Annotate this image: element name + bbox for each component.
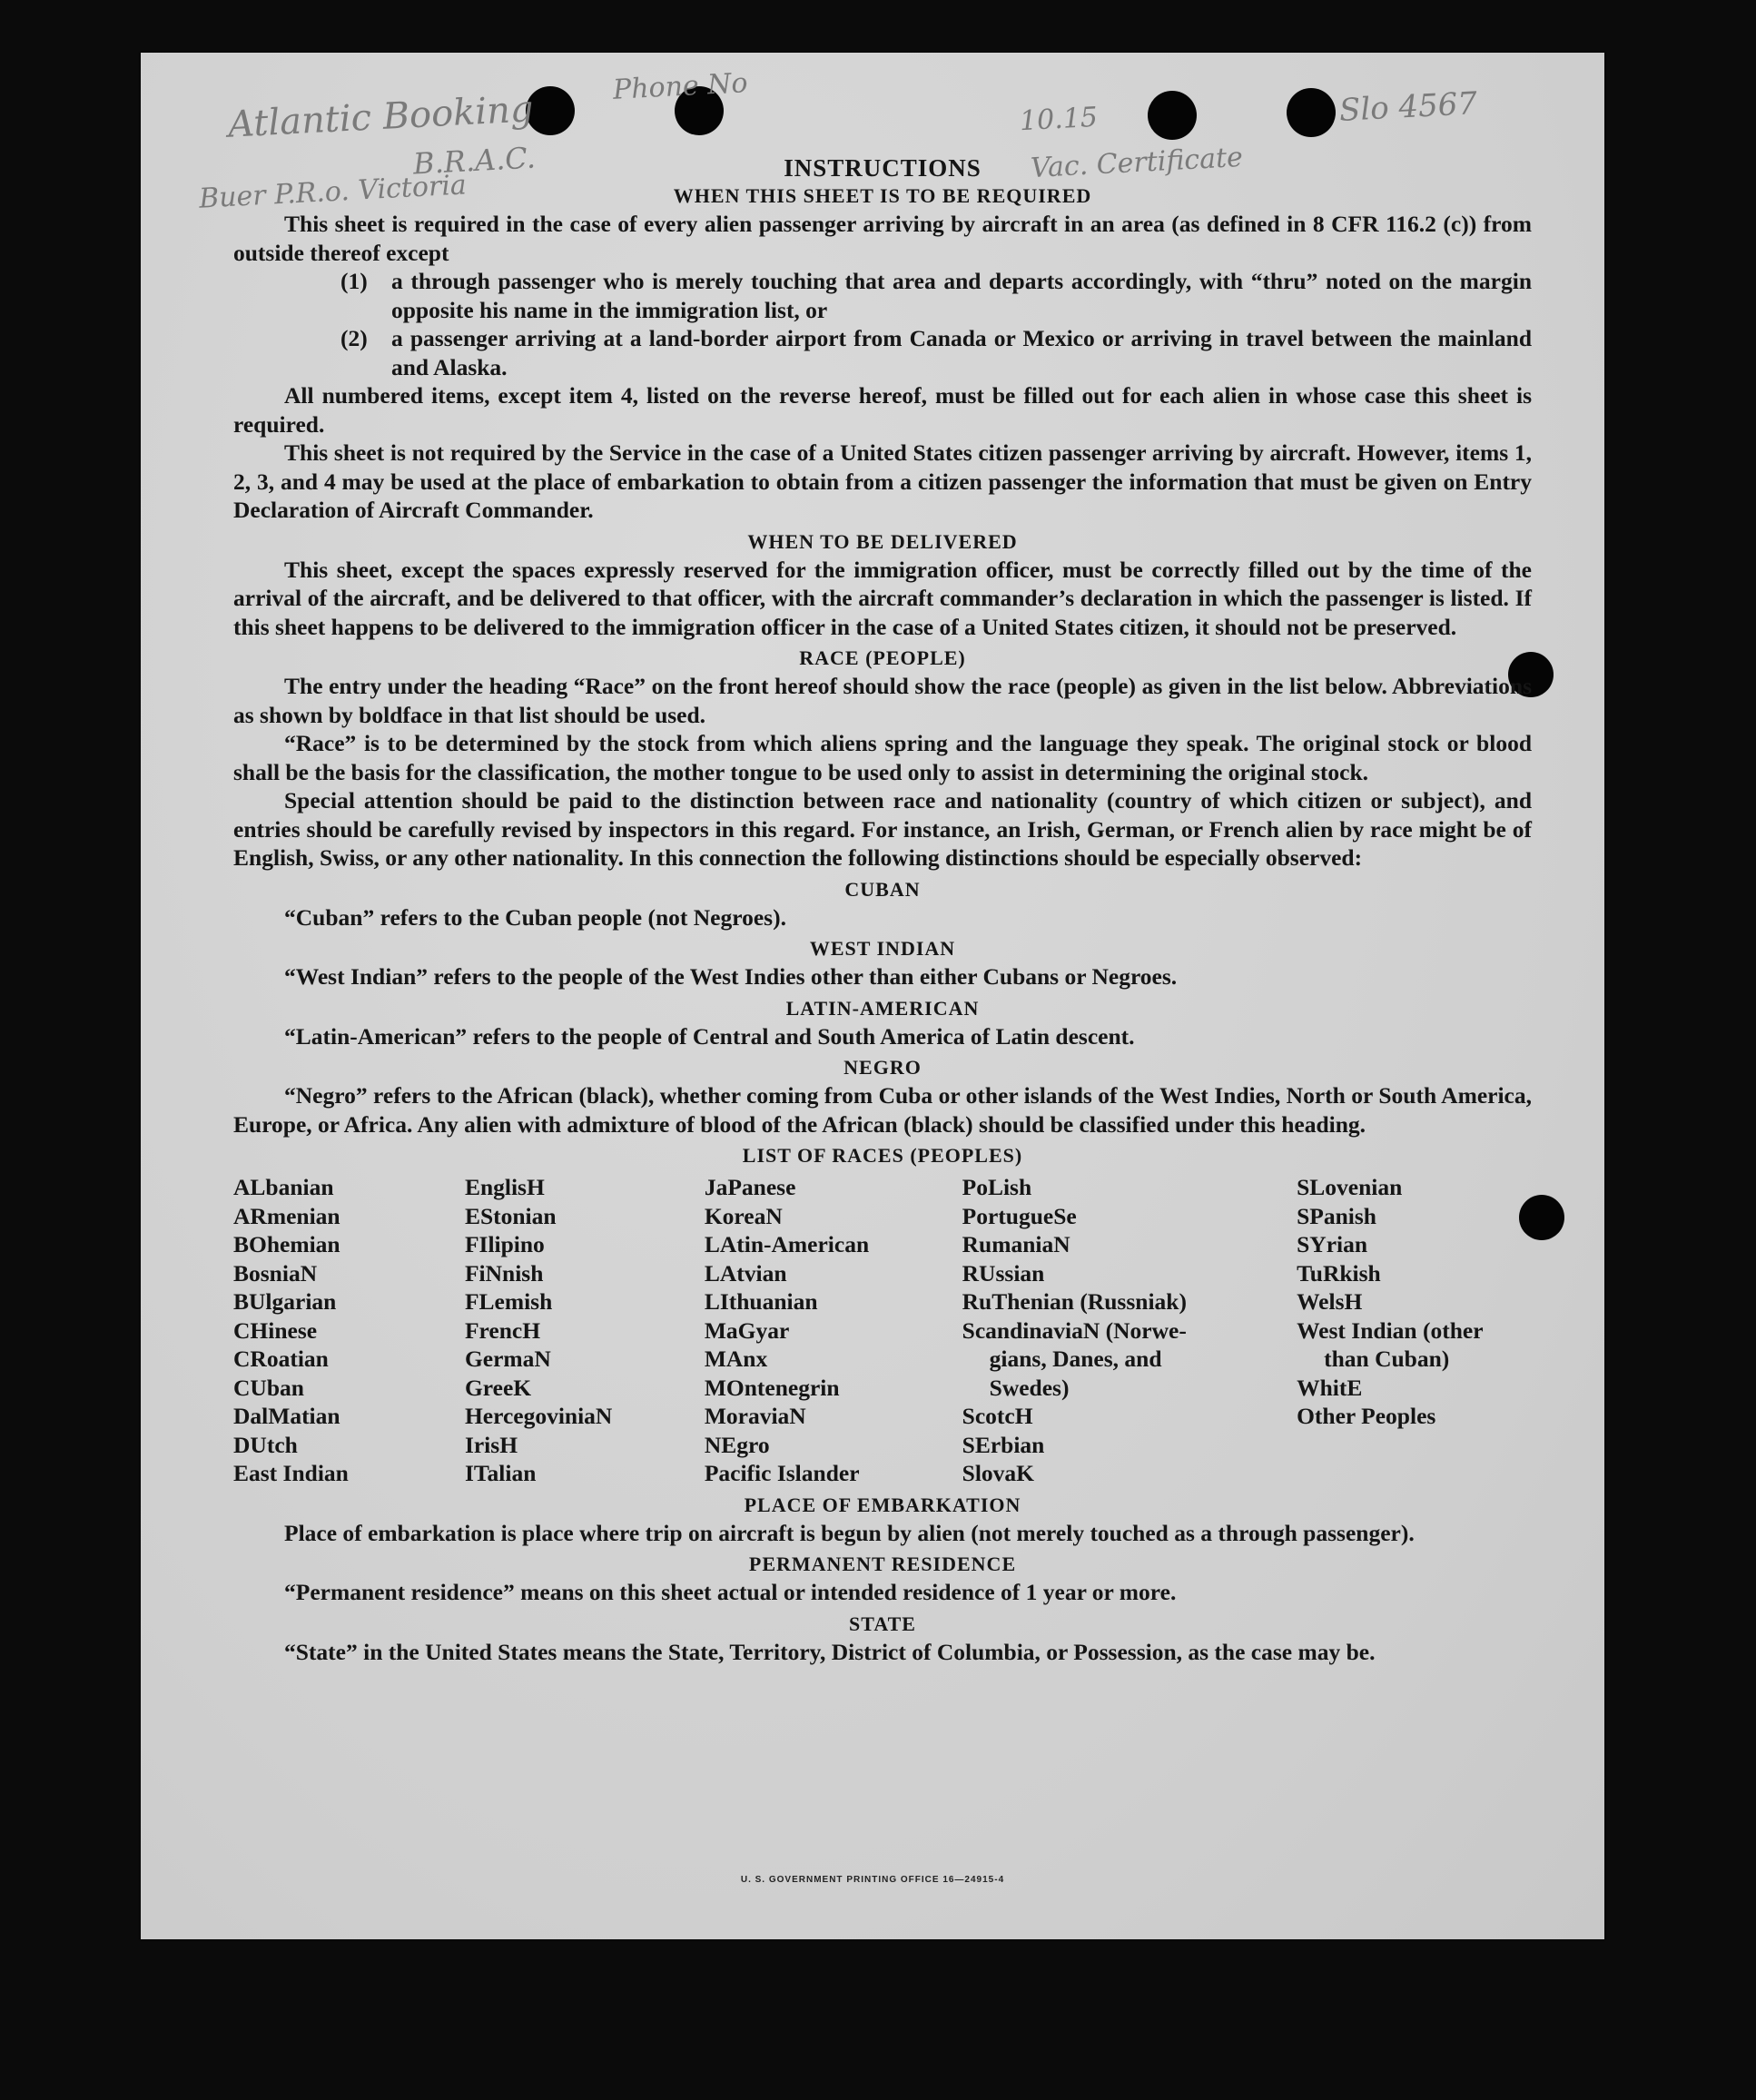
- race-entry: GreeK: [464, 1374, 532, 1401]
- race-column: [233, 1173, 465, 1488]
- handwritten-note: Vac. Certificate: [1030, 141, 1244, 185]
- item-number: (2): [340, 325, 368, 351]
- list-item: [233, 324, 1532, 381]
- paragraph: The entry under the heading “Race” on the front hereof should show the race (people) as given in the list below. Abbreviations as shown by boldface in that list should be used.: [233, 673, 1532, 728]
- paragraph: “Latin-American” refers to the people of Central and South America of Latin descent.: [284, 1022, 1135, 1050]
- section-heading: STATE: [849, 1612, 916, 1635]
- race-column: [1297, 1173, 1532, 1488]
- race-entry: ARmenian: [233, 1202, 340, 1229]
- race-entry: SYrian: [1297, 1231, 1368, 1257]
- section-heading: PERMANENT RESIDENCE: [748, 1553, 1017, 1575]
- race-entry: Pacific Islander: [704, 1460, 860, 1486]
- handwritten-note: Atlantic Booking: [227, 88, 535, 146]
- paragraph: “State” in the United States means the State, Territory, District of Columbia, or Possession, as the case may be.: [284, 1638, 1376, 1665]
- race-entry: LAtin-American: [704, 1231, 870, 1257]
- race-entry: LIthuanian: [704, 1288, 818, 1315]
- paragraph: “Negro” refers to the African (black), whether coming from Cuba or other islands of the West Indies, North or South America, Europe, or Africa. Any alien with admixture of blood of the African (black) should be classified under this heading.: [233, 1082, 1532, 1138]
- race-entry: West Indian (other: [1297, 1316, 1484, 1344]
- race-entry: RuThenian (Russniak): [962, 1288, 1187, 1315]
- section-heading: LATIN-AMERICAN: [785, 996, 980, 1020]
- punch-hole: [1148, 91, 1197, 140]
- page-title: INSTRUCTIONS: [784, 154, 982, 182]
- race-entry: MaGyar: [704, 1316, 790, 1344]
- section-heading: WEST INDIAN: [809, 937, 956, 960]
- race-entry: FiNnish: [464, 1259, 544, 1287]
- race-entry: FLemish: [464, 1288, 553, 1315]
- paragraph: Special attention should be paid to the distinction between race and nationality (country of which citizen or subject), and entries should be carefully revised by inspectors in this regard. For instance, an Irish, German, or French alien by race might be of English, Swiss, or any other nationality. In this connection the following distinctions should be especially observed:: [233, 787, 1532, 871]
- section-heading: RACE (PEOPLE): [799, 646, 966, 669]
- race-entry: WhitE: [1297, 1374, 1363, 1401]
- section-heading: CUBAN: [844, 877, 921, 901]
- paragraph: “Race” is to be determined by the stock from which aliens spring and the language they speak. The original stock or blood shall be the basis for the classification, the mother tongue to be used only to assist in determining the original stock.: [233, 730, 1532, 785]
- item-number: (1): [340, 268, 368, 294]
- race-column: [465, 1173, 705, 1488]
- paragraph: “West Indian” refers to the people of the West Indies other than either Cubans or Negroes.: [284, 963, 1178, 990]
- race-entry: CHinese: [233, 1316, 318, 1344]
- race-entry: KoreaN: [704, 1202, 783, 1229]
- list-item: [233, 267, 1532, 324]
- race-entry: IrisH: [464, 1431, 518, 1458]
- race-entry: Swedes): [989, 1374, 1070, 1401]
- race-entry: MOntenegrin: [704, 1374, 840, 1401]
- race-entry: RUssian: [962, 1259, 1045, 1287]
- race-entry: TuRkish: [1297, 1259, 1381, 1287]
- paragraph: This sheet is required in the case of every alien passenger arriving by aircraft in an area (as defined in 8 CFR 116.2 (c)) from outside thereof except: [233, 211, 1532, 266]
- race-entry: PortugueSe: [962, 1202, 1077, 1229]
- race-entry: EStonian: [464, 1202, 557, 1229]
- race-entry: DUtch: [233, 1431, 298, 1458]
- paragraph: Place of embarkation is place where trip on aircraft is begun by alien (not merely touched as a through passenger).: [284, 1519, 1415, 1546]
- section-heading: WHEN TO BE DELIVERED: [747, 529, 1018, 553]
- race-entry: ALbanian: [233, 1174, 334, 1200]
- race-entry: DalMatian: [233, 1403, 340, 1429]
- race-entry: FIlipino: [464, 1231, 545, 1257]
- item-text: a passenger arriving at a land-border airport from Canada or Mexico or arriving in travel between the mainland and Alaska.: [391, 325, 1532, 380]
- race-entry: East Indian: [233, 1460, 349, 1486]
- handwritten-note: Buer P.R.o. Victoria: [198, 169, 468, 215]
- race-entry: EnglisH: [464, 1174, 545, 1200]
- race-entry: LAtvian: [704, 1259, 787, 1287]
- instructions-body: [233, 154, 1532, 1666]
- handwritten-note: Phone No: [612, 67, 749, 106]
- race-entry: SErbian: [962, 1431, 1045, 1458]
- handwritten-note: 10.15: [1019, 101, 1099, 138]
- race-entry: BosniaN: [233, 1259, 318, 1287]
- race-entry: MoraviaN: [704, 1403, 806, 1429]
- section-heading: LIST OF RACES (PEOPLES): [742, 1144, 1023, 1167]
- race-entry: NEgro: [704, 1431, 770, 1458]
- section-heading: NEGRO: [843, 1056, 922, 1079]
- race-entry: GermaN: [464, 1346, 551, 1372]
- race-entry: ScotcH: [962, 1403, 1033, 1429]
- race-entry: PoLish: [962, 1174, 1032, 1200]
- race-entry: JaPanese: [704, 1174, 796, 1200]
- race-column: [705, 1173, 962, 1488]
- race-entry: ITalian: [464, 1460, 537, 1486]
- race-list: [233, 1173, 1532, 1488]
- race-entry: BUlgarian: [233, 1288, 337, 1315]
- race-entry: RumaniaN: [962, 1231, 1070, 1257]
- section-heading: PLACE OF EMBARKATION: [744, 1493, 1021, 1516]
- paragraph: This sheet, except the spaces expressly reserved for the immigration officer, must be correctly filled out by the time of the arrival of the aircraft, and be delivered to that officer, with the aircraft commander’s declaration in which the passenger is listed. If this sheet happens to be delivered to the immigration officer in the case of a United States citizen, it should not be preserved.: [233, 556, 1532, 640]
- race-entry: SLovenian: [1297, 1174, 1403, 1200]
- race-entry: SPanish: [1297, 1202, 1376, 1229]
- race-entry: FrencH: [464, 1316, 541, 1344]
- race-entry: CRoatian: [233, 1346, 329, 1372]
- race-entry: BOhemian: [233, 1231, 340, 1257]
- race-entry: gians, Danes, and: [989, 1346, 1162, 1372]
- race-entry: CUban: [233, 1374, 304, 1401]
- race-entry: ScandinaviaN (Norwe-: [962, 1316, 1187, 1344]
- printer-imprint: U. S. GOVERNMENT PRINTING OFFICE 16—24915-4: [740, 1875, 1005, 1885]
- race-entry: HercegoviniaN: [464, 1403, 613, 1429]
- document-sheet: [141, 53, 1604, 1939]
- paragraph: “Permanent residence” means on this sheet actual or intended residence of 1 year or more.: [284, 1579, 1177, 1605]
- section-heading: WHEN THIS SHEET IS TO BE REQUIRED: [673, 184, 1092, 207]
- handwritten-note: Slo 4567: [1338, 85, 1478, 129]
- race-entry: Other Peoples: [1297, 1403, 1436, 1429]
- race-entry: than Cuban): [1324, 1346, 1450, 1372]
- race-entry: MAnx: [704, 1346, 768, 1372]
- item-text: a through passenger who is merely touching that area and departs accordingly, with “thru” noted on the margin opposite his name in the immigration list, or: [391, 268, 1532, 323]
- paragraph: This sheet is not required by the Service in the case of a United States citizen passenger arriving by aircraft. However, items 1, 2, 3, and 4 may be used at the place of embarkation to obtain from a citizen passenger the information that must be given on Entry Declaration of Aircraft Commander.: [233, 439, 1532, 523]
- race-entry: WelsH: [1297, 1288, 1363, 1315]
- race-entry: SlovaK: [962, 1460, 1034, 1486]
- punch-hole: [1287, 88, 1336, 137]
- handwritten-note: B.R.A.C.: [412, 140, 537, 182]
- paragraph: “Cuban” refers to the Cuban people (not Negroes).: [284, 903, 786, 931]
- race-column: [962, 1173, 1297, 1488]
- paragraph: All numbered items, except item 4, listed on the reverse hereof, must be filled out for each alien in whose case this sheet is required.: [233, 382, 1532, 438]
